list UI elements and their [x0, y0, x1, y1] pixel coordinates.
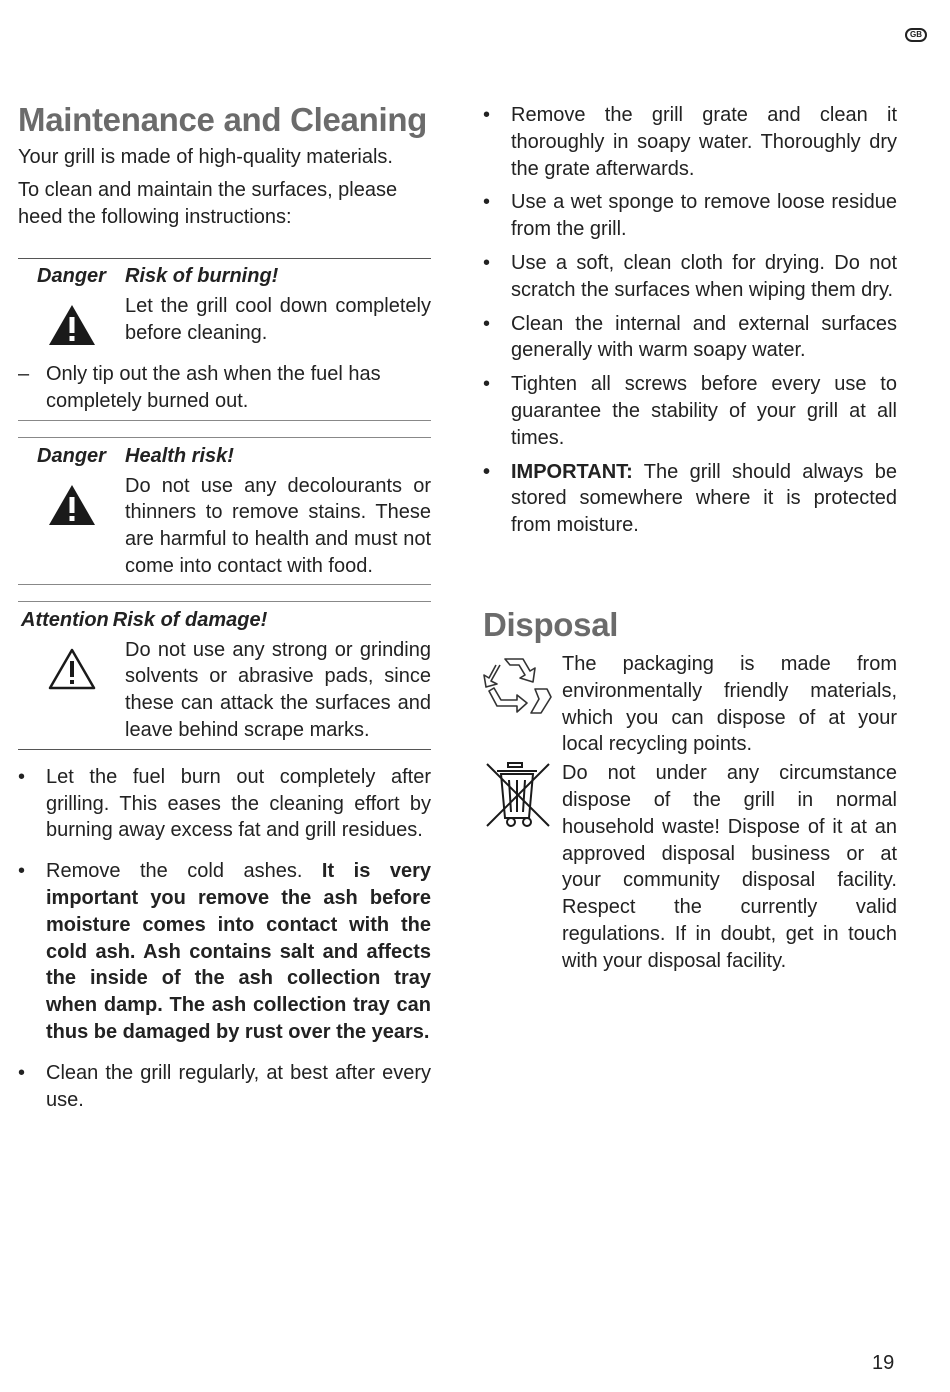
warning-label: Attention [21, 608, 109, 631]
bullet-marker: • [483, 460, 491, 483]
list-item-text: Clean the internal and external surfaces generally with warm soapy water. [511, 312, 897, 362]
dash-item [18, 361, 431, 415]
list-item [483, 311, 897, 365]
warning-triangle-filled-icon [47, 303, 97, 347]
warning-title: Risk of damage! [112, 608, 268, 631]
bullet-marker: • [483, 191, 491, 214]
divider [18, 437, 431, 438]
list-item-text: Use a soft, clean cloth for drying. Do not scratch the surfaces when wiping them dry. [511, 251, 897, 301]
list-item [483, 189, 897, 243]
warning-title: Risk of burning! [125, 265, 279, 288]
warning-text: Let the grill cool down completely before cleaning. [125, 295, 431, 344]
recycle-icon [483, 651, 553, 723]
bullet-marker: • [18, 1061, 26, 1084]
list-item-text [511, 459, 897, 539]
bullet-list-right [483, 102, 897, 539]
list-item [18, 858, 431, 1046]
bullet-marker: • [483, 251, 491, 274]
language-badge: GB [905, 28, 927, 42]
list-item [483, 102, 897, 182]
weee-text: Do not under any circumstance dispose of the grill in normal household waste! Dispose of it at an approved disposal business or at your community disposal facility. Respect the currently valid regulations. If in doubt, get in touch with your disposal facility. [562, 762, 897, 972]
list-item [483, 459, 897, 539]
dash-marker: – [18, 363, 30, 386]
disposal-title: Disposal [483, 605, 619, 643]
list-item-text-normal: The grill should always be stored somewhere where it is protected from moisture. [511, 460, 897, 537]
bullet-marker: • [483, 373, 491, 396]
list-item-text: Tighten all screws before every use to guarantee the stability of your grill at all times. [511, 373, 897, 449]
warning-title: Health risk! [125, 444, 234, 467]
warning-label: Danger [37, 265, 106, 288]
divider [18, 601, 431, 602]
intro-line-1: Your grill is made of high-quality materials. [18, 146, 393, 168]
intro-line-2: To clean and maintain the surfaces, please heed the following instructions: [18, 178, 398, 228]
intro [18, 144, 431, 230]
list-item-text [46, 858, 431, 1046]
warning-triangle-outline-icon [47, 647, 97, 691]
bullet-list-left [18, 764, 431, 1114]
page-number: 19 [872, 1352, 895, 1374]
divider [18, 749, 431, 750]
list-item [483, 250, 897, 304]
warning-damage [18, 607, 431, 744]
disposal-packaging [483, 651, 897, 758]
list-item [18, 1060, 431, 1114]
divider [18, 420, 431, 421]
warning-text: Do not use any strong or grinding solvents or abrasive pads, since these can attack the surfaces and leave behind scrape marks. [125, 638, 431, 741]
list-item-text-bold: IMPORTANT: [511, 460, 633, 483]
list-item-text-bold: It is very important you remove the ash before moisture comes into contact with the cold ash. Ash contains salt and affects the inside of the ash collection tray when damp. The ash collection tray can thus be damaged by rust over the years. [46, 860, 431, 1043]
warning-label: Danger [37, 444, 106, 467]
warning-burning [18, 263, 431, 347]
warning-health [18, 443, 431, 580]
maintenance-title: Maintenance and Cleaning [18, 101, 428, 138]
disposal-weee [483, 760, 897, 974]
list-item-text-normal: Remove the cold ashes. [46, 860, 322, 883]
bullet-marker: • [483, 312, 491, 335]
list-item [483, 371, 897, 451]
list-item-text: Clean the grill regularly, at best after every use. [46, 1061, 431, 1111]
warning-triangle-filled-icon [47, 483, 97, 527]
bullet-marker: • [18, 765, 26, 788]
packaging-text: The packaging is made from environmentally friendly materials, which you can dispose of at your local recycling points. [562, 652, 897, 756]
bullet-marker: • [18, 860, 26, 883]
divider [18, 584, 431, 585]
left-column [18, 100, 431, 1113]
dash-text: Only tip out the ash when the fuel has completely burned out. [46, 363, 381, 412]
warning-text: Do not use any decolourants or thinners to remove stains. These are harmful to health and must not come into contact with food. [125, 474, 431, 577]
list-item-text: Let the fuel burn out completely after grilling. This eases the cleaning effort by burning away excess fat and grill residues. [46, 765, 431, 842]
list-item-text: Remove the grill grate and clean it thoroughly in soapy water. Thoroughly dry the grate afterwards. [511, 104, 897, 180]
right-column [483, 102, 897, 975]
list-item [18, 764, 431, 844]
bullet-marker: • [483, 104, 491, 126]
list-item-text: Use a wet sponge to remove loose residue from the grill. [511, 191, 897, 241]
crossed-bin-icon [483, 760, 553, 832]
divider [18, 258, 431, 259]
